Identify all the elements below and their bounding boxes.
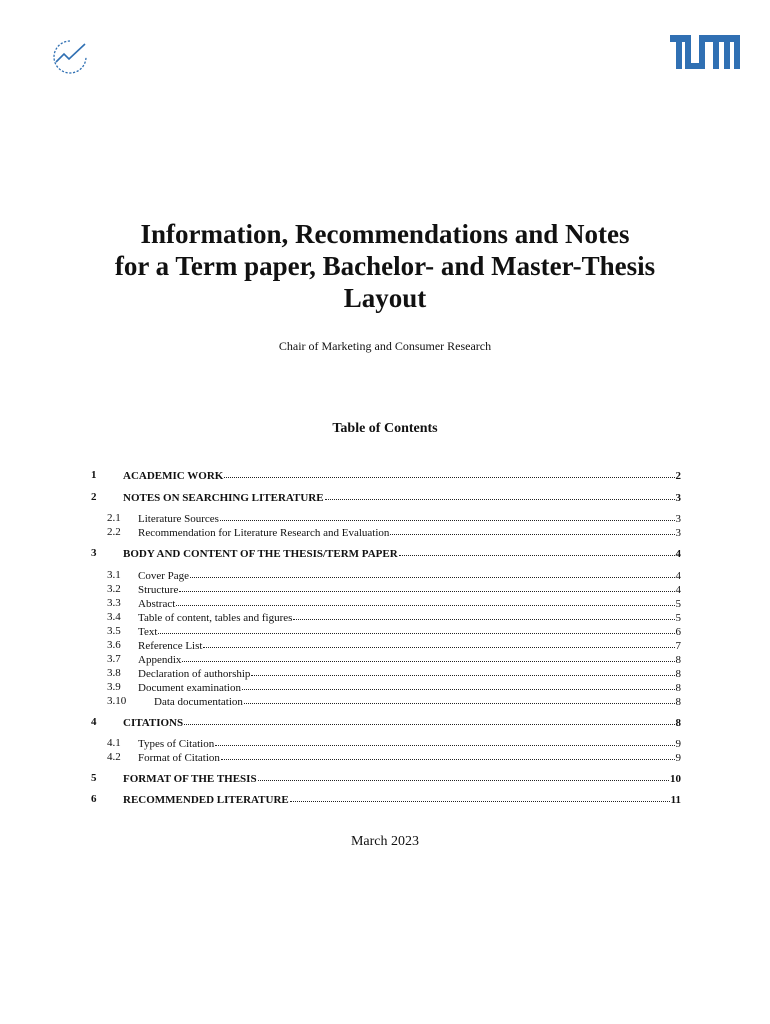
toc-entry[interactable] [91, 610, 681, 624]
title-line: for a Term paper, Bachelor- and Master-Thesis [114, 251, 656, 281]
title-line: Layout [343, 283, 427, 313]
toc-entry-number: 3.3 [107, 597, 121, 609]
toc-entry-label: CITATIONS [123, 717, 184, 729]
document-date: March 2023 [350, 834, 420, 849]
toc-entry-page: 8 [675, 717, 681, 729]
toc-entry-number: 4 [91, 716, 97, 728]
toc-entry[interactable] [91, 525, 681, 539]
toc-entry-number: 4.1 [107, 737, 121, 749]
toc-entry[interactable] [91, 750, 681, 764]
toc-entry[interactable] [91, 582, 681, 596]
toc-entry-page: 2 [675, 470, 681, 482]
toc-entry-number: 5 [91, 772, 97, 784]
toc-entry-number: 3.4 [107, 611, 121, 623]
toc-entry-page: 3 [675, 527, 681, 539]
toc-entry-number: 3.10 [107, 695, 127, 707]
toc-entry-page: 11 [670, 794, 681, 806]
toc-entry-page: 3 [675, 492, 681, 504]
toc-entry-label: Recommendation for Literature Research and Evaluation [138, 527, 390, 539]
toc-entry-page: 8 [675, 654, 681, 666]
toc-entry-label: Appendix [138, 654, 182, 666]
tum-logo-icon [670, 35, 740, 69]
toc-entry-label: FORMAT OF THE THESIS [123, 773, 257, 785]
toc-entry-number: 1 [91, 469, 97, 481]
toc-entry-number: 6 [91, 793, 97, 805]
toc-entry-page: 8 [675, 696, 681, 708]
toc-entry-page: 3 [675, 513, 681, 525]
title-line: Information, Recommendations and Notes [140, 219, 630, 249]
toc-entry-label: RECOMMENDED LITERATURE [123, 794, 289, 806]
toc-entry-label: Abstract [138, 598, 176, 610]
toc-entry-label: Types of Citation [138, 738, 215, 750]
toc-entry-label: Reference List [138, 640, 203, 652]
toc-entry-page: 6 [675, 626, 681, 638]
toc-entry-label: Declaration of authorship [138, 668, 251, 680]
toc-entry-label: BODY AND CONTENT OF THE THESIS/TERM PAPER [123, 548, 398, 560]
toc-heading: Table of Contents [332, 421, 438, 436]
toc-entry-page: 9 [675, 752, 681, 764]
toc-entry[interactable] [91, 694, 681, 708]
toc-entry-page: 8 [675, 668, 681, 680]
chair-emblem-icon [50, 38, 90, 76]
toc-entry-number: 2 [91, 491, 97, 503]
toc-entry-number: 3.9 [107, 681, 121, 693]
toc-entry[interactable] [91, 624, 681, 638]
toc-entry[interactable] [91, 666, 681, 680]
toc-entry[interactable] [91, 736, 681, 750]
toc-entry-number: 2.1 [107, 512, 121, 524]
toc-entry-label: Format of Citation [138, 752, 220, 764]
toc-entry[interactable] [91, 468, 681, 482]
toc-entry-page: 5 [675, 612, 681, 624]
toc-entry-label: Document examination [138, 682, 241, 694]
toc-entry-number: 4.2 [107, 751, 121, 763]
document-title [0, 218, 770, 314]
toc-entry[interactable] [91, 680, 681, 694]
toc-entry-label: NOTES ON SEARCHING LITERATURE [123, 492, 324, 504]
toc-entry[interactable] [91, 771, 681, 785]
toc-entry-number: 3.5 [107, 625, 121, 637]
toc-entry-page: 4 [675, 570, 681, 582]
toc-entry-number: 3.2 [107, 583, 121, 595]
toc-entry[interactable] [91, 715, 681, 729]
toc-entry-page: 9 [675, 738, 681, 750]
toc-entry-number: 3.6 [107, 639, 121, 651]
toc-entry-number: 2.2 [107, 526, 121, 538]
toc-entry-page: 8 [675, 682, 681, 694]
toc-entry-label: Literature Sources [138, 513, 219, 525]
toc-entry-number: 3 [91, 547, 97, 559]
toc-entry-label: Text [138, 626, 158, 638]
toc-entry[interactable] [91, 546, 681, 560]
toc-entry-label: Cover Page [138, 570, 190, 582]
toc-entry[interactable] [91, 638, 681, 652]
toc-entry-number: 3.8 [107, 667, 121, 679]
toc-entry[interactable] [91, 511, 681, 525]
toc-entry-page: 4 [675, 584, 681, 596]
toc-entry-page: 5 [675, 598, 681, 610]
toc-entry-page: 4 [675, 548, 681, 560]
toc-entry-label: ACADEMIC WORK [123, 470, 224, 482]
toc-entry-number: 3.1 [107, 569, 121, 581]
toc-entry-label: Structure [138, 584, 179, 596]
toc-entry-number: 3.7 [107, 653, 121, 665]
subtitle: Chair of Marketing and Consumer Research [278, 339, 492, 353]
toc-entry[interactable] [91, 490, 681, 504]
toc-entry-page: 7 [675, 640, 681, 652]
toc-entry[interactable] [91, 652, 681, 666]
toc-entry[interactable] [91, 792, 681, 806]
toc-entry-page: 10 [670, 773, 681, 785]
toc-entry-label: Table of content, tables and figures [138, 612, 293, 624]
toc-entry[interactable] [91, 568, 681, 582]
toc-entry-label: Data documentation [154, 696, 243, 708]
toc-entry[interactable] [91, 596, 681, 610]
